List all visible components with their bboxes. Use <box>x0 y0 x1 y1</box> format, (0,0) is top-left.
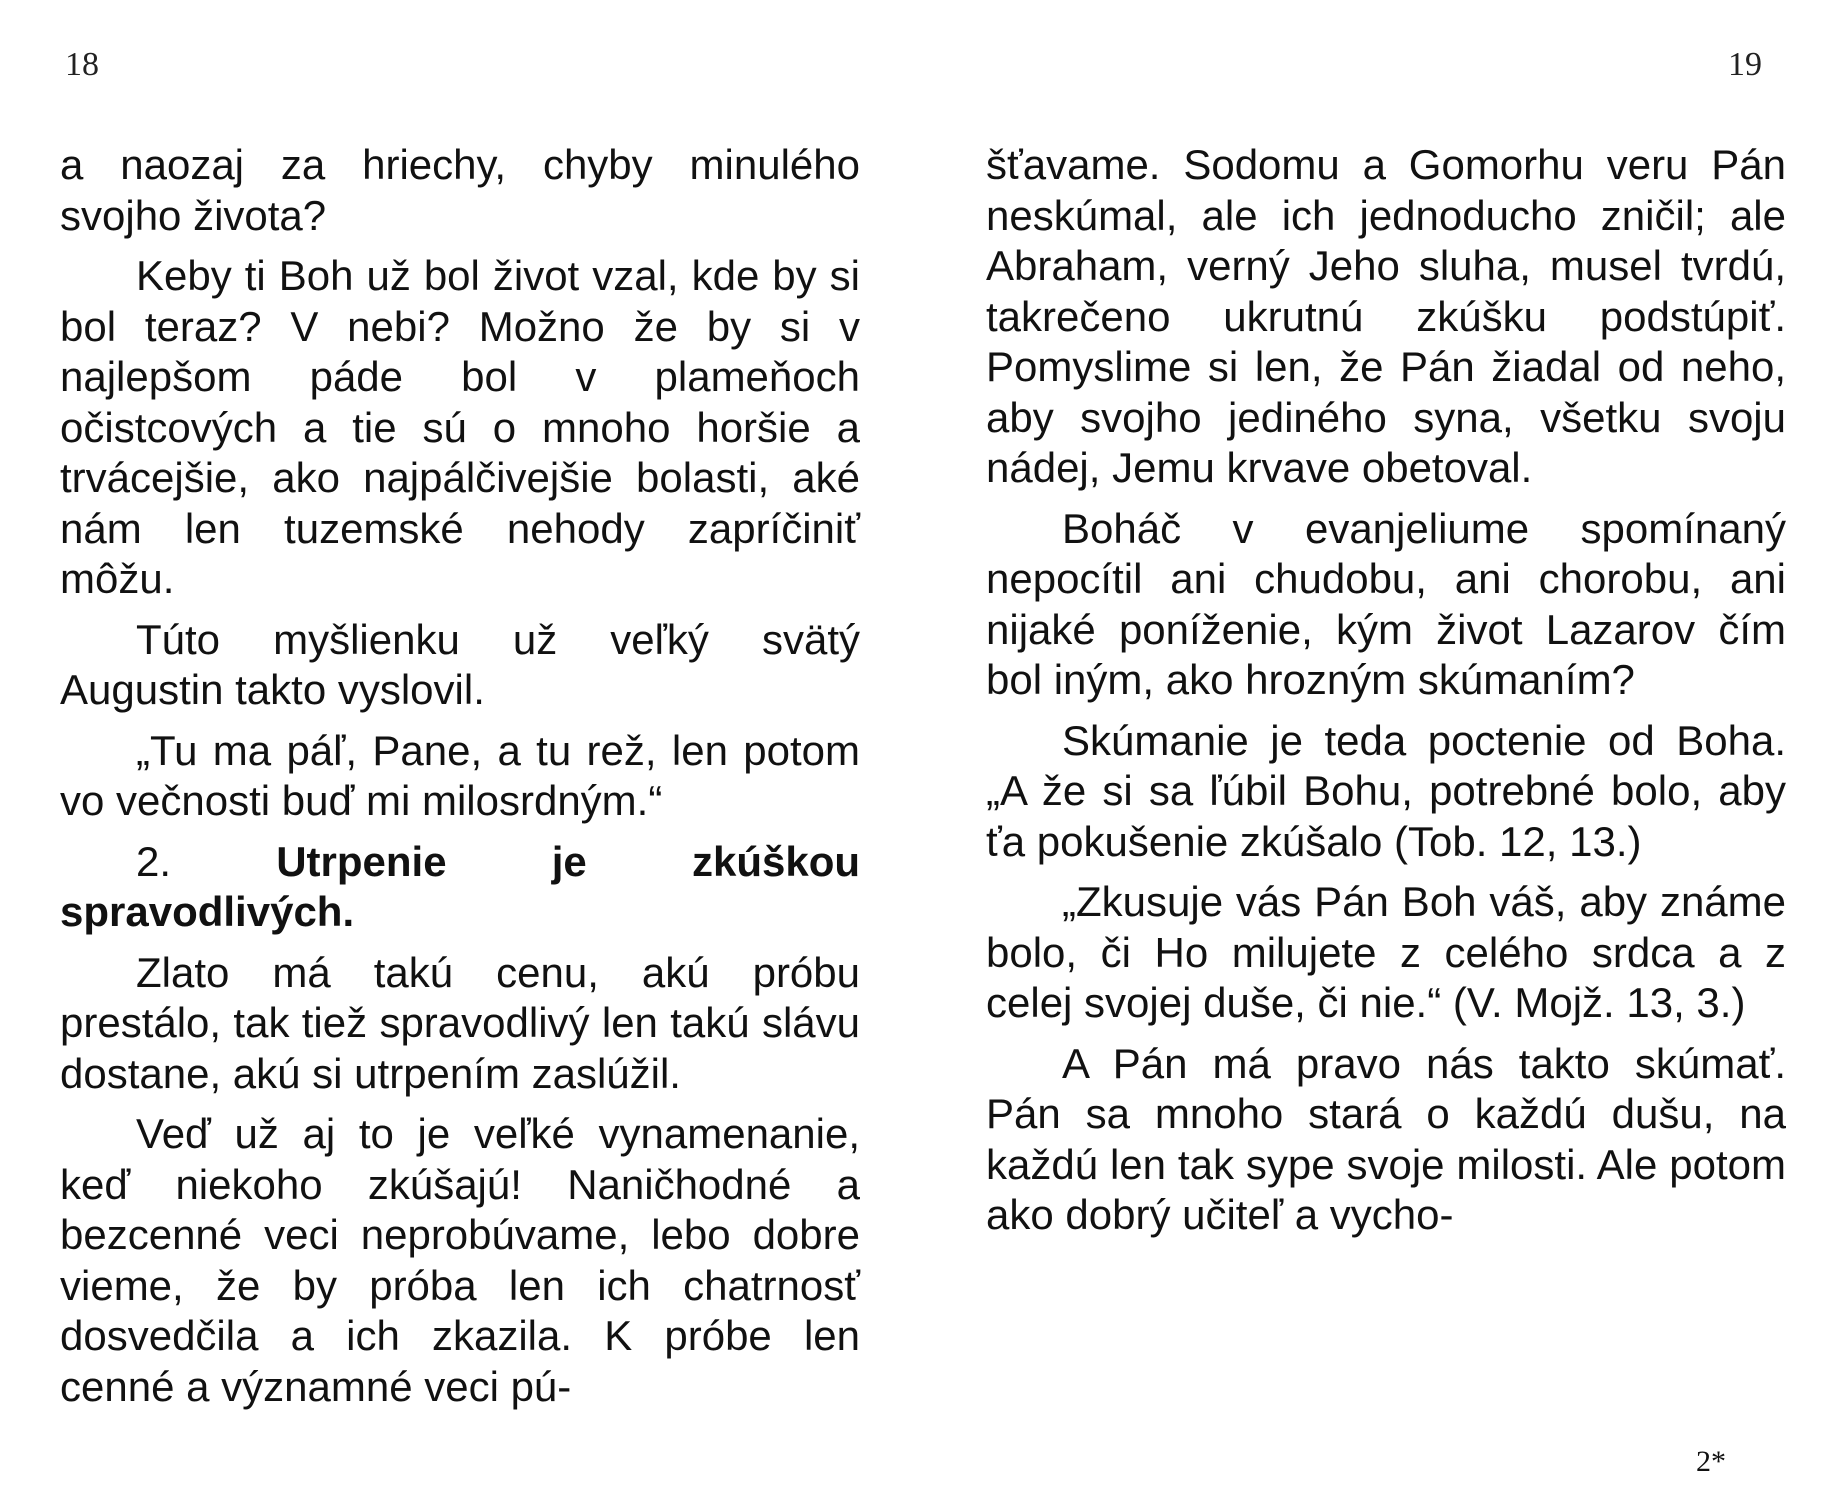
paragraph: a naozaj za hriechy, chyby minulého svojho života? <box>60 141 860 239</box>
paragraph: Skúmanie je teda poctenie od Boha. „A že si sa ľúbil Bohu, potrebné bolo, aby ťa pokušenie zkúšalo (Tob. 12, 13.) <box>986 716 1786 865</box>
paragraph: Túto myšlienku už veľký svätý Augustin takto vyslovil. <box>60 615 860 713</box>
text-column <box>60 140 860 1422</box>
paragraph: šťavame. Sodomu a Gomorhu veru Pán neskúmal, ale ich jednoducho zničil; ale Abraham, verný Jeho sluha, musel tvrdú, takrečeno ukrutnú zkúšku podstúpiť. Pomyslime si len, že Pán žiadal od neho, aby svojho jediného syna, všetku svoju nádej, Jemu krvave obetoval. <box>986 141 1786 491</box>
section-title: Utrpenie je zkúškou spravodlivých. <box>60 837 861 935</box>
section-number: 2. <box>136 837 172 885</box>
paragraph: Zlato má takú cenu, akú próbu prestálo, tak tiež spravodlivý len takú slávu dostane, akú si utrpením zaslúžil. <box>60 948 860 1097</box>
section-heading <box>60 837 860 938</box>
right-page <box>911 0 1822 1500</box>
page-number: 19 <box>1728 46 1762 83</box>
paragraph: „Zkusuje vás Pán Boh váš, aby známe bolo, či Ho milujete z celého srdca a z celej svojej duše, či nie.“ (V. Mojž. 13, 3.) <box>986 878 1786 1026</box>
paragraph: Veď už aj to je veľké vynamenanie, keď niekoho zkúšajú! Naničhodné a bezcenné veci neprobúvame, lebo dobre vieme, že by próba len ich chatrnosť dosvedčila a ich zkazila. K próbe len cenné a významné veci pú- <box>60 1110 860 1410</box>
page-number: 18 <box>65 46 99 83</box>
paragraph: „Tu ma páľ, Pane, a tu rež, len potom vo večnosti buď mi milosrdným.“ <box>60 726 860 824</box>
text-column <box>986 140 1786 1251</box>
paragraph: A Pán má pravo nás takto skúmať. Pán sa mnoho stará o každú dušu, na každú len tak sype svoje milosti. Ale potom ako dobrý učiteľ a vycho- <box>986 1039 1786 1238</box>
paragraph: Boháč v evanjeliume spomínaný nepocítil ani chudobu, ani chorobu, ani nijaké poníženie, kým život Lazarov čím bol iným, ako hrozným skúmaním? <box>986 504 1786 703</box>
paragraph: Keby ti Boh už bol život vzal, kde by si bol teraz? V nebi? Možno že by si v najlepšom páde bol v plameňoch očistcových a tie sú o mnoho horšie a trvácejšie, ako najpálčivejšie bolasti, aké nám len tuzemské nehody zapríčiniť môžu. <box>60 252 860 602</box>
signature-mark: 2* <box>1696 1445 1726 1478</box>
